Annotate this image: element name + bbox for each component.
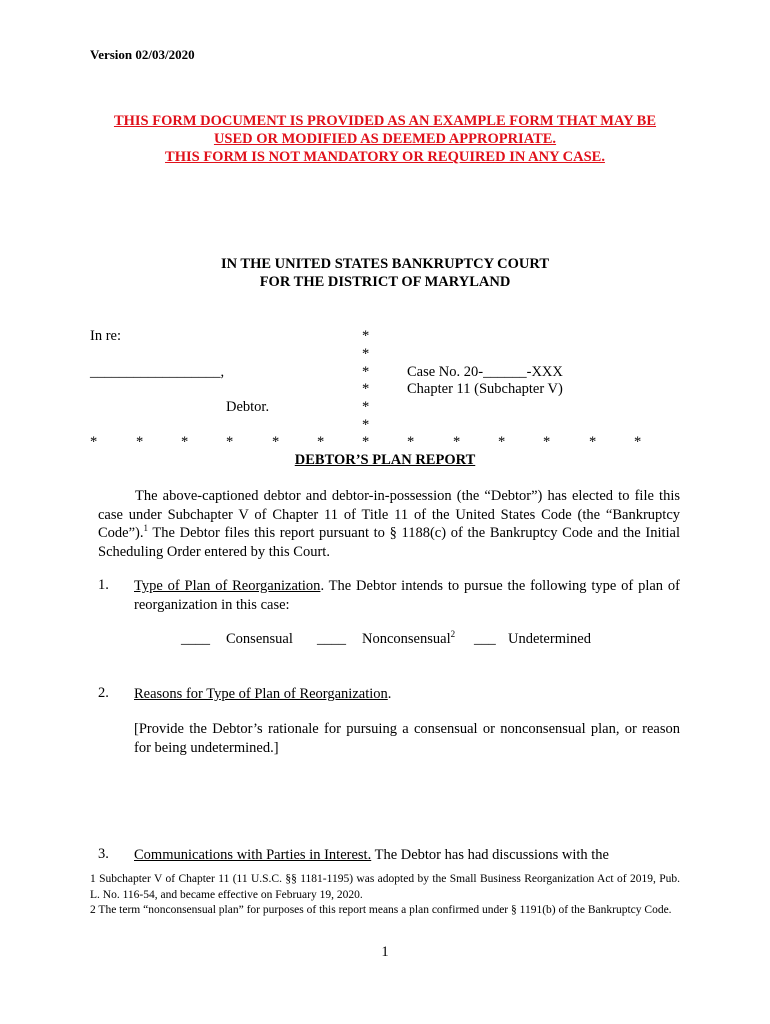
debtor-label: Debtor. bbox=[226, 399, 270, 415]
section-3-text: The Debtor has had discussions with the bbox=[371, 847, 609, 863]
divider-star: * bbox=[90, 434, 98, 450]
court-heading-line-1: IN THE UNITED STATES BANKRUPTCY COURT bbox=[220, 256, 550, 272]
footnote-1-text: Subchapter V of Chapter 11 (11 U.S.C. §§ 1181-1195) was adopted by the Small Business Reorganization Act of 2019, Pub. L. No. 116-54, and became effective on February 19, 2020. bbox=[90, 873, 680, 901]
debtor-name-blank: __________________, bbox=[90, 364, 225, 380]
chapter-label: Chapter 11 (Subchapter V) bbox=[407, 381, 563, 397]
section-1-text: . The Debtor intends to pursue the following type of plan of reorganization in this case: bbox=[134, 578, 680, 613]
nonconsensual-label: Nonconsensual$^2$ bbox=[362, 629, 456, 647]
divider-star: * bbox=[362, 434, 370, 450]
footnote-1 bbox=[90, 872, 680, 903]
intro-text-a: The above-captioned debtor and debtor-in-possession (the “Debtor”) has elected to file this case under Subchapter V of Chapter 11 of Title 11 of the United States Code (the “Bankruptcy Code”). bbox=[98, 488, 680, 541]
footnote-2 bbox=[90, 903, 680, 919]
divider-star: * bbox=[634, 434, 642, 450]
footnote-1-number: 1 bbox=[90, 873, 96, 885]
undetermined-blank[interactable]: ___ bbox=[474, 631, 496, 647]
footnote-ref-1: 1 bbox=[143, 523, 148, 534]
section-3-number: 3. bbox=[98, 846, 109, 862]
footnote-2-number: 2 bbox=[90, 904, 96, 916]
in-re-label: In re: bbox=[90, 328, 121, 344]
section-1-number: 1. bbox=[98, 577, 109, 593]
notice-line-2: USED OR MODIFIED AS DEEMED APPROPRIATE. bbox=[213, 131, 557, 147]
court-heading-line-2: FOR THE DISTRICT OF MARYLAND bbox=[259, 274, 511, 290]
divider-star: * bbox=[543, 434, 551, 450]
intro-text-b: The Debtor files this report pursuant to § 1188(c) of the Bankruptcy Code and the Initial Scheduling Order entered by this Court. bbox=[98, 525, 680, 560]
divider-star: * bbox=[317, 434, 325, 450]
divider-star: * bbox=[226, 434, 234, 450]
section-2-text: . bbox=[387, 686, 392, 702]
page-number: 1 bbox=[381, 944, 389, 960]
caption-star: * bbox=[362, 328, 370, 344]
intro-paragraph bbox=[98, 487, 680, 561]
version-label: Version 02/03/2020 bbox=[90, 47, 195, 62]
document-title: DEBTOR’S PLAN REPORT bbox=[294, 452, 476, 468]
footnote-2-text: The term “nonconsensual plan” for purposes of this report means a plan confirmed under § 1191(b) of the Bankruptcy Code. bbox=[95, 904, 672, 916]
caption-star: * bbox=[362, 364, 370, 380]
case-number: Case No. 20-______-XXX bbox=[407, 364, 563, 380]
section-2-heading: Reasons for Type of Plan of Reorganization bbox=[134, 686, 388, 702]
divider-star: * bbox=[181, 434, 189, 450]
divider-star: * bbox=[272, 434, 280, 450]
consensual-label: Consensual bbox=[226, 631, 293, 647]
footnote-ref-2: 2 bbox=[450, 629, 456, 640]
divider-star: * bbox=[136, 434, 144, 450]
section-1-heading: Type of Plan of Reorganization bbox=[134, 578, 321, 594]
consensual-blank[interactable]: ____ bbox=[181, 631, 210, 647]
section-1-body bbox=[134, 577, 680, 614]
caption-star: * bbox=[362, 346, 370, 362]
section-2-number: 2. bbox=[98, 685, 109, 701]
section-3-heading: Communications with Parties in Interest. bbox=[134, 847, 372, 863]
divider-star: * bbox=[407, 434, 415, 450]
section-2-body bbox=[134, 685, 680, 704]
caption-star: * bbox=[362, 381, 370, 397]
caption-star: * bbox=[362, 399, 370, 415]
section-2-placeholder: [Provide the Debtor’s rationale for pursuing a consensual or nonconsensual plan, or reason for being undetermined.] bbox=[134, 721, 680, 756]
caption-star: * bbox=[362, 417, 370, 433]
notice-line-1: THIS FORM DOCUMENT IS PROVIDED AS AN EXAMPLE FORM THAT MAY BE bbox=[113, 113, 657, 129]
divider-star: * bbox=[589, 434, 597, 450]
notice-line-3: THIS FORM IS NOT MANDATORY OR REQUIRED IN ANY CASE. bbox=[165, 149, 605, 165]
section-3-body bbox=[134, 846, 680, 865]
divider-star: * bbox=[498, 434, 506, 450]
undetermined-label: Undetermined bbox=[508, 631, 591, 647]
divider-star: * bbox=[453, 434, 461, 450]
nonconsensual-blank[interactable]: ____ bbox=[317, 631, 346, 647]
